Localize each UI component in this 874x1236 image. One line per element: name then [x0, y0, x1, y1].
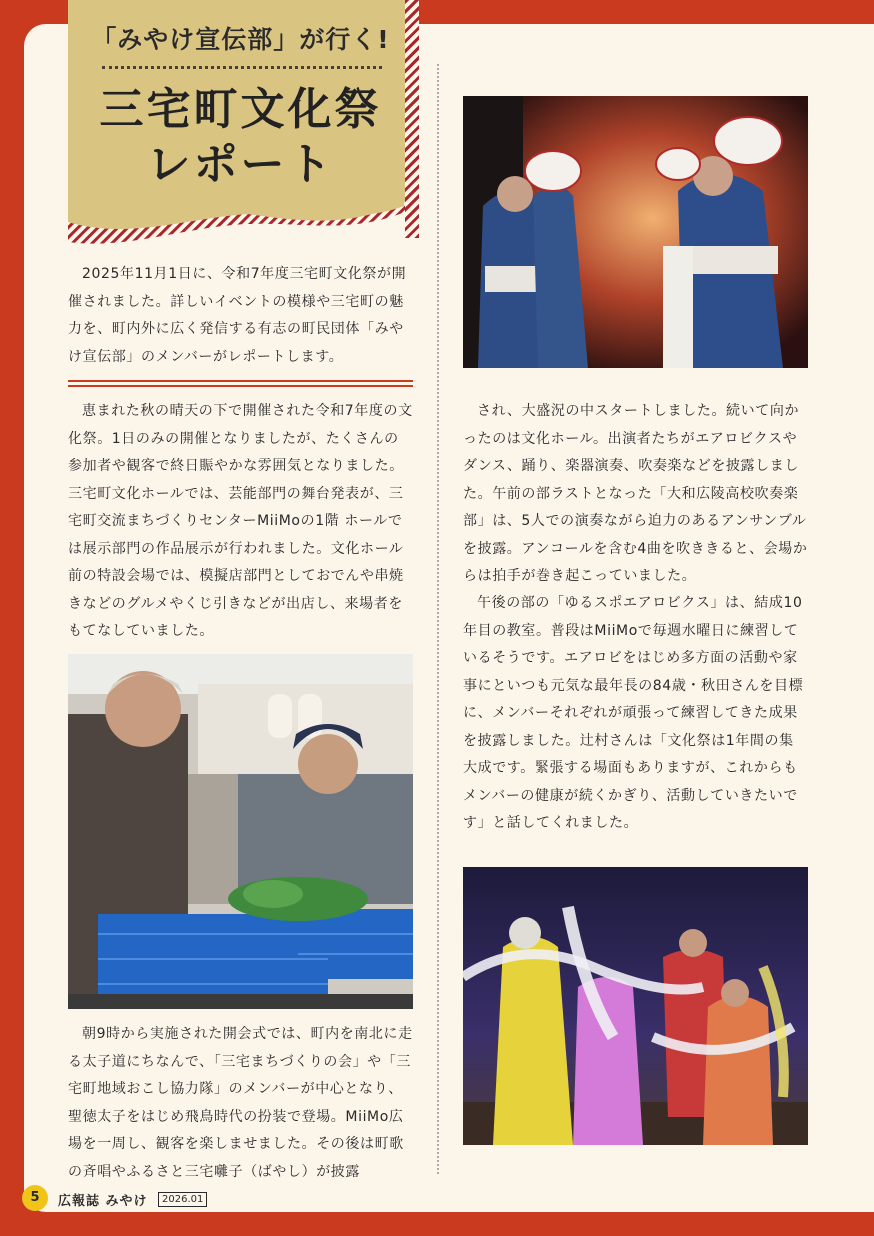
photo-ribbon-dance [463, 867, 808, 1145]
subtitle: 「みやけ宣伝部」が行く! [91, 25, 390, 54]
body-paragraph-1: 恵まれた秋の晴天の下で開催された令和7年度の文化祭。1日のみの開催となりましたが、たくさんの参加者や観客で終日賑やかな雰囲気となりました。三宅町文化ホールでは、芸能部門の舞台発表が、三宅町交流まちづくりセンターMiiMoの1階 ホールでは展示部門の作品展示が行われました。文化ホール前の特設会場では、模擬店部門としておでんや串焼きなどのグルメやくじ引きなどが出店し、来場者をもてなしていました。 [68, 403, 413, 639]
body-paragraph-2-continued: され、大盛況の中スタートしました。続いて向かったのは文化ホール。出演者たちがエアロビクスやダンス、踊り、楽器演奏、吹奏楽などを披露しました。午前の部ラストとなった「大和広陵高校吹奏楽部」は、5人での演奏ながら迫力のあるアンサンブルを披露。アンコールを含む4曲を吹ききると、会場からは拍手が巻き起こっていました。 [463, 403, 808, 584]
magazine-name: 広報誌 みやけ [58, 1194, 148, 1209]
body-paragraph-3: 午後の部の「ゆるスポエアロビクス」は、結成10年目の教室。普段はMiiMoで毎週水曜日に練習しているそうです。エアロビをはじめ多方面の活動や家事にといつも元気な最年長の84歳・秋田さんを目標に、メンバーそれぞれが頑張って練習してきた成果を披露しました。辻村さんは「文化祭は1年間の集大成です。緊張する場面もありますが、これからもメンバーの健康が続くかぎり、活動していきたいです」と話してくれました。 [463, 595, 804, 831]
page-title [68, 82, 413, 192]
page-number-badge: 5 [22, 1185, 48, 1211]
page-title-line1: 三宅町文化祭 [99, 84, 382, 135]
page-title-line2: レポート [146, 139, 335, 190]
title-banner-wave [68, 196, 418, 246]
photo-market-stall [68, 654, 413, 1009]
issue-date: 2026.01 [158, 1192, 207, 1207]
title-dotted-rule [102, 66, 382, 69]
intro-text: 2025年11月1日に、令和7年度三宅町文化祭が開催されました。詳しいイベントの模様や三宅町の魅力を、町内外に広く発信する有志の町民団体「みやけ宣伝部」のメンバーがレポートします。 [68, 266, 407, 365]
photo-fan-dance [463, 96, 808, 368]
section-divider [68, 380, 413, 387]
body-paragraph-2: 朝9時から実施された開会式では、町内を南北に走る太子道にちなんで、「三宅まちづくりの会」や「三宅町地域おこし協力隊」のメンバーが中心となり、聖徳太子をはじめ飛鳥時代の扮装で登場。MiiMo広場を一周し、観客を楽しませました。その後は町歌の斉唱やふるさと三宅囃子（ばやし）が披露 [68, 1026, 413, 1180]
column-divider [437, 64, 439, 1174]
